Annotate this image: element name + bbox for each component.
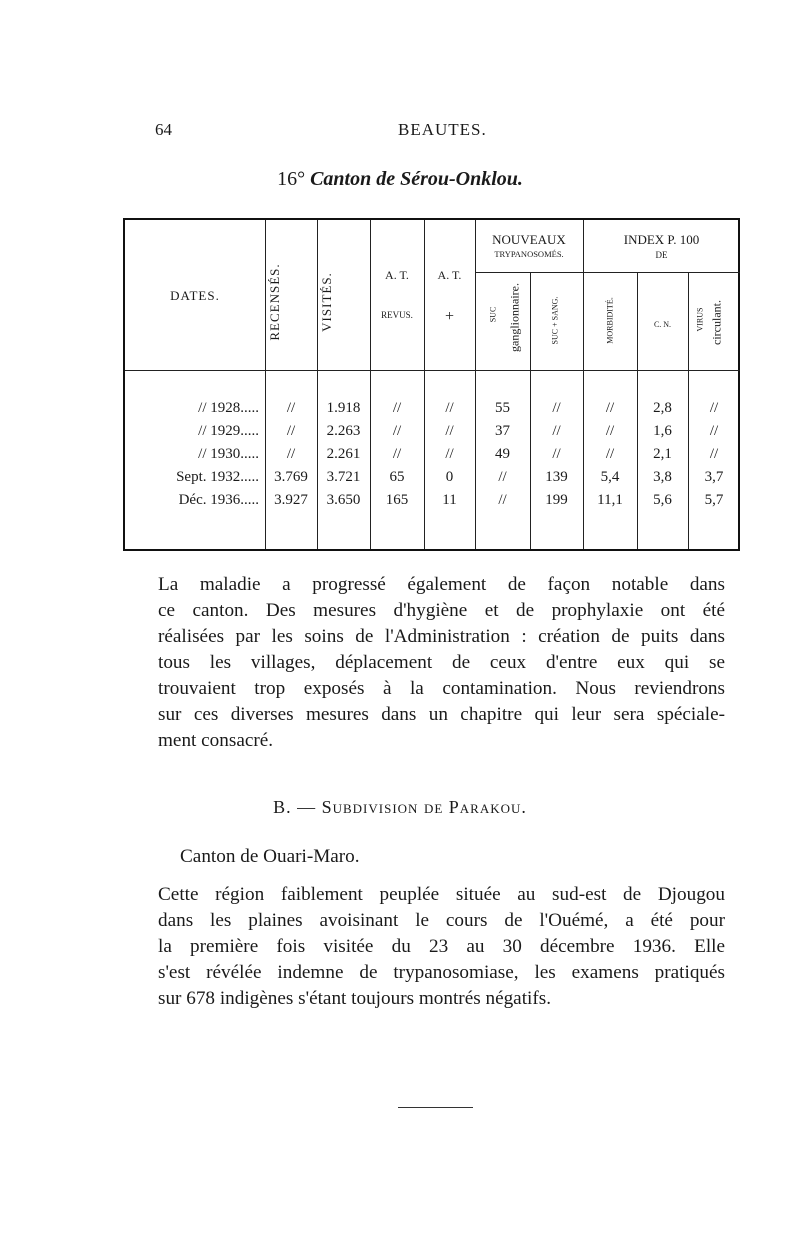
header-suc: SUC xyxy=(488,306,498,323)
cell-cn: 2,1 xyxy=(653,446,672,462)
running-head: BEAUTES. xyxy=(398,120,487,139)
cell-visites: 1.918 xyxy=(326,400,361,416)
header-ganglionnaire: ganglionnaire. xyxy=(507,283,522,352)
table-title xyxy=(0,168,800,191)
table-title-number: 16° xyxy=(277,168,306,190)
group-rule xyxy=(583,272,740,273)
cell-visites: 3.721 xyxy=(326,469,361,485)
header-visites: VISITÉS. xyxy=(319,272,334,332)
cell-at-revus: // xyxy=(392,446,402,462)
header-suc-sang: SUC + SANG. xyxy=(550,296,560,345)
header-nouveaux: NOUVEAUX xyxy=(492,232,566,247)
header-dates: DATES. xyxy=(170,288,220,303)
cell-suc-gang: 37 xyxy=(495,423,510,439)
cell-visites: 2.263 xyxy=(326,423,361,439)
cell-at-plus: 11 xyxy=(442,492,457,508)
cell-virus: // xyxy=(709,423,719,439)
header-index-sub: DE xyxy=(655,250,668,260)
cell-visites: 2.261 xyxy=(326,446,361,462)
header-at-revus: A. T. xyxy=(385,268,409,282)
paragraph-line: ment consacré. xyxy=(158,730,274,751)
cell-virus: 5,7 xyxy=(704,492,724,508)
closing-rule xyxy=(398,1107,473,1108)
cell-morbidite: // xyxy=(605,446,615,462)
cell-at-plus: 0 xyxy=(445,469,454,485)
cell-morbidite: 11,1 xyxy=(597,492,623,508)
paragraph-1 xyxy=(158,572,725,754)
cell-virus: // xyxy=(709,446,719,462)
cell-morbidite: // xyxy=(605,423,615,439)
canton-heading: Canton de Ouari-Maro. xyxy=(180,846,360,867)
header-rule xyxy=(125,370,740,371)
table-title-name: Canton de Sérou-Onklou. xyxy=(310,168,523,190)
paragraph-line: ce canton. Des mesures d'hygiène et de prophylaxie ont été xyxy=(158,600,725,621)
cell-at-revus: 165 xyxy=(385,492,409,508)
row-date: // 1929..... xyxy=(198,423,259,439)
group-rule xyxy=(475,272,583,273)
cell-at-plus: // xyxy=(445,423,454,439)
cell-suc-sang: // xyxy=(552,446,561,462)
cell-morbidite: 5,4 xyxy=(600,469,620,485)
cell-visites: 3.650 xyxy=(326,492,361,508)
header-at-revus-sub: REVUS. xyxy=(381,310,413,320)
cell-suc-sang: 199 xyxy=(545,492,568,508)
cell-at-revus: 65 xyxy=(389,469,405,485)
cell-recenses: // xyxy=(286,423,296,439)
row-date: Sept. 1932..... xyxy=(176,469,259,485)
paragraph-line: Cette région faiblement peuplée située au sud-est de Djougou xyxy=(158,884,725,905)
cell-suc-sang: 139 xyxy=(545,469,568,485)
cell-recenses: // xyxy=(286,446,296,462)
header-at-plus-sub: + xyxy=(444,308,455,325)
header-cn: C. N. xyxy=(653,320,672,329)
cell-cn: 1,6 xyxy=(653,423,672,439)
header-nouveaux-sub: TRYPANOSOMÉS. xyxy=(494,249,564,259)
row-date: // 1928..... xyxy=(198,400,259,416)
cell-suc-sang: // xyxy=(552,400,561,416)
paragraph-line: La maladie a progressé également de façon notable dans xyxy=(158,574,725,595)
row-date: Déc. 1936..... xyxy=(178,492,259,508)
paragraph-line: s'est révélée indemne de trypanosomiase, les examens pratiqués xyxy=(158,962,725,983)
row-date: // 1930..... xyxy=(198,446,259,462)
header-morbidite: MORBIDITÉ. xyxy=(605,297,615,344)
paragraph-line: trouvaient trop exposés à la contamination. Nous reviendrons xyxy=(158,678,725,699)
cell-recenses: 3.927 xyxy=(274,492,308,508)
cell-suc-sang: // xyxy=(552,423,561,439)
cell-cn: 3,8 xyxy=(653,469,672,485)
cell-virus: 3,7 xyxy=(704,469,724,485)
paragraph-line: sur 678 indigènes s'étant toujours montrés négatifs. xyxy=(158,988,552,1009)
header-recenses: RECENSÉS. xyxy=(267,263,282,341)
header-index: INDEX P. 100 xyxy=(623,232,700,247)
cell-virus: // xyxy=(709,400,719,416)
cell-at-plus: // xyxy=(445,400,454,416)
section-heading: B. — Subdivision de Parakou. xyxy=(273,797,527,817)
cell-at-revus: // xyxy=(392,400,402,416)
data-table xyxy=(123,218,740,551)
cell-suc-gang: // xyxy=(498,492,507,508)
cell-at-revus: // xyxy=(392,423,402,439)
cell-cn: 5,6 xyxy=(653,492,672,508)
paragraph-line: dans les plaines avoisinant le cours de l'Ouémé, a été pour xyxy=(158,910,725,931)
cell-at-plus: // xyxy=(445,446,454,462)
cell-recenses: 3.769 xyxy=(274,469,308,485)
header-at-plus: A. T. xyxy=(437,268,462,282)
cell-suc-gang: 55 xyxy=(495,400,510,416)
header-virus: VIRUS xyxy=(695,307,705,332)
cell-suc-gang: // xyxy=(498,469,507,485)
cell-recenses: // xyxy=(286,400,296,416)
cell-cn: 2,8 xyxy=(653,400,672,416)
paragraph-line: sur ces diverses mesures dans un chapitre qui leur sera spéciale- xyxy=(158,704,725,725)
page-number: 64 xyxy=(155,120,172,139)
paragraph-line: réalisées par les soins de l'Administration : création de puits dans xyxy=(158,626,725,647)
paragraph-line: tous les villages, déplacement de ceux d'entre eux qui se xyxy=(158,652,725,673)
cell-suc-gang: 49 xyxy=(495,446,510,462)
cell-morbidite: // xyxy=(605,400,615,416)
paragraph-line: la première fois visitée du 23 au 30 décembre 1936. Elle xyxy=(158,936,725,957)
header-circulant: circulant. xyxy=(709,300,724,345)
paragraph-2 xyxy=(158,882,725,1012)
